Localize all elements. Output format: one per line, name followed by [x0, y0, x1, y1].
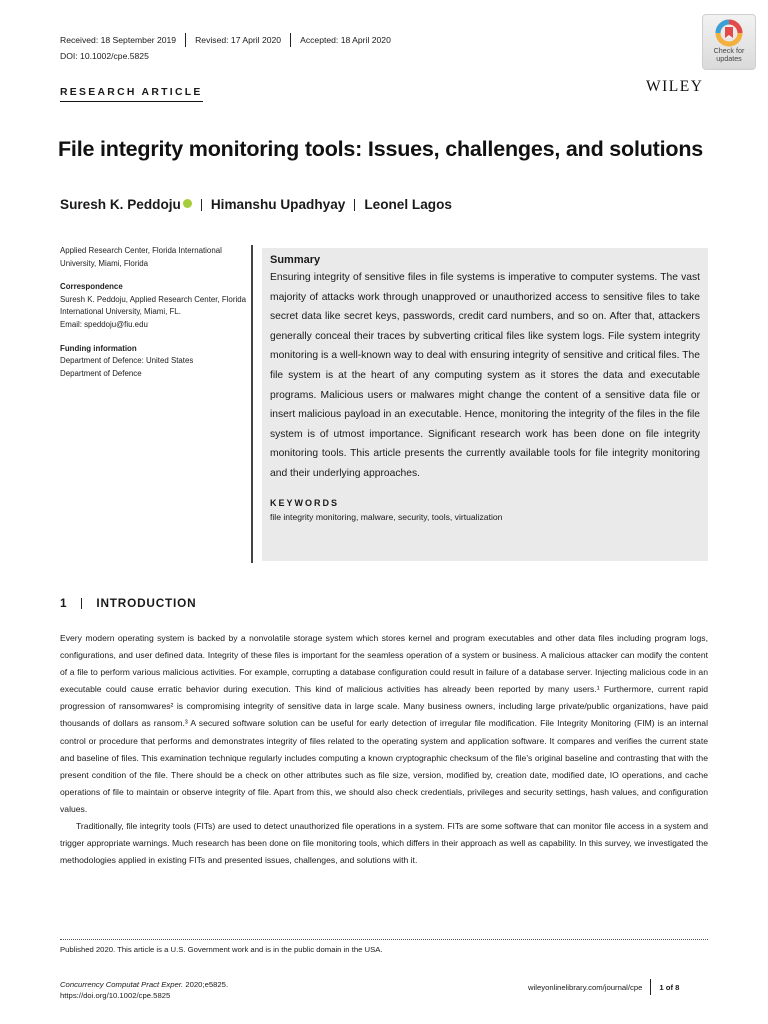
divider — [650, 979, 651, 995]
author-name[interactable]: Suresh K. Peddoju — [60, 197, 181, 212]
doi-link[interactable]: DOI: 10.1002/cpe.5825 — [60, 51, 149, 61]
article-type: RESEARCH ARTICLE — [60, 87, 203, 102]
crossmark-icon — [715, 19, 743, 47]
publisher-logo: WILEY — [646, 78, 704, 95]
page-footer — [528, 979, 679, 995]
article-info-column — [60, 245, 250, 391]
summary-heading: Summary — [270, 254, 321, 266]
badge-label-1: Check for — [713, 46, 745, 55]
citation-block — [60, 979, 228, 1001]
funding-item: Department of Defence — [60, 368, 142, 378]
section-number: 1 — [60, 596, 68, 610]
doi-url[interactable]: https://doi.org/10.1002/cpe.5825 — [60, 991, 171, 1000]
divider — [201, 199, 202, 211]
affiliation: Applied Research Center, Florida International University, Miami, Florida — [60, 246, 222, 268]
divider — [290, 33, 291, 47]
correspondence-text: Suresh K. Peddoju, Applied Research Center, Florida International University, Miami, FL. — [60, 294, 246, 317]
column-divider — [251, 245, 253, 563]
divider — [354, 199, 355, 211]
citation-info: 2020;e5825. — [183, 980, 229, 989]
section-heading — [60, 596, 196, 610]
paragraph: Traditionally, file integrity tools (FITs) are used to detect unauthorized file operations in a system. FITs are some software that can monitor file access in a system and trigger appropriate warnings. Much research has been done on file monitoring tools, which differs in their approach as well as capability. In this survey, we investigated the methodologies applied in existing FITs and presented issues, challenges, and solutions with it. — [60, 821, 708, 866]
journal-site-link[interactable]: wileyonlinelibrary.com/journal/cpe — [528, 982, 643, 992]
revised-date: Revised: 17 April 2020 — [195, 35, 282, 45]
funding-label: Funding information — [60, 343, 137, 353]
journal-name: Concurrency Computat Pract Exper. — [60, 980, 184, 989]
author-list — [60, 197, 452, 212]
divider — [185, 33, 186, 47]
summary-box — [262, 248, 708, 561]
check-for-updates-badge[interactable] — [702, 14, 756, 70]
funding-item: Department of Defence: United States — [60, 356, 194, 366]
footnote: Published 2020. This article is a U.S. Government work and is in the public domain in the USA. — [60, 945, 383, 954]
section-title: INTRODUCTION — [96, 596, 197, 610]
author-name[interactable]: Leonel Lagos — [364, 197, 452, 212]
article-title: File integrity monitoring tools: Issues, challenges, and solutions — [58, 137, 704, 161]
introduction-body — [60, 630, 708, 869]
email-link[interactable]: Email: speddoju@fiu.edu — [60, 319, 148, 329]
accepted-date: Accepted: 18 April 2020 — [300, 35, 391, 45]
paragraph: Every modern operating system is backed by a nonvolatile storage system which stores kernel and program executables and other data files including program logs, configurations, and user defined data. Integrity of these files is important for the seamless operation of a system or business. A malicious attacker can modify the content of a file to perform various malicious activities. For example, corrupting a database configuration could result in failure of a database server. Injecting malicious code in an executable could cause erratic behavior during execution. This kind of malicious activities has already been reported by many users.¹ Furthermore, current rapid progression of ransomwares² is compromising integrity of sensitive data in large scale. Many business owners, including large private/public organizations, have paid thousands of dollars as ransom.³ A secured software solution can be useful for early detection of irregular file modification. File Integrity Monitoring (FIM) is an internal control or procedure that performs and demonstrates integrity of files related to the operating system and application software. It compares and verifies the current state and baseline of files. This examination technique regularly includes computing a known cryptographic checksum of the file's original baseline and contrasting that with the present condition of the file. There should be a check on other attributes such as file size, version, modified by, creation date, modified date, IO operations, and cache operations of file to maintain or observe integrity of file. Apart from this, we should also check credentials, privileges and security settings, hash values, and configuration values. — [60, 633, 708, 814]
summary-text: Ensuring integrity of sensitive files in file systems is imperative to computer systems. The vast majority of attacks work through unapproved or unauthorized access to sensitive files to take secret data like secret keys, passwords, credit card numbers, and so on. After that, attackers generally conceal their traces by subverting critical files like system logs. File system integrity monitoring is a well-known way to deal with ensuring integrity of sensitive and critical files. The file system is at the heart of any computing system as it stores the data and executable programs. Malicious users or malwares might change the content of a sensitive data file or insert malicious payload in an executable. Hence, monitoring the integrity of the files in the file system is of utmost importance. Significant research work has been done on file integrity monitoring tools. This article presents the currently available tools for file integrity monitoring and their underlying approaches. — [270, 272, 700, 479]
received-date: Received: 18 September 2019 — [60, 35, 177, 45]
divider — [81, 598, 82, 609]
article-dates — [60, 33, 391, 47]
correspondence-label: Correspondence — [60, 282, 123, 292]
badge-label-2: updates — [716, 54, 742, 63]
keywords-list: file integrity monitoring, malware, security, tools, virtualization — [270, 511, 503, 522]
keywords-heading: KEYWORDS — [270, 497, 340, 508]
author-name[interactable]: Himanshu Upadhyay — [210, 197, 346, 212]
footnote-divider — [60, 939, 708, 940]
orcid-icon[interactable] — [183, 199, 192, 208]
page-number: 1 of 8 — [659, 982, 680, 992]
